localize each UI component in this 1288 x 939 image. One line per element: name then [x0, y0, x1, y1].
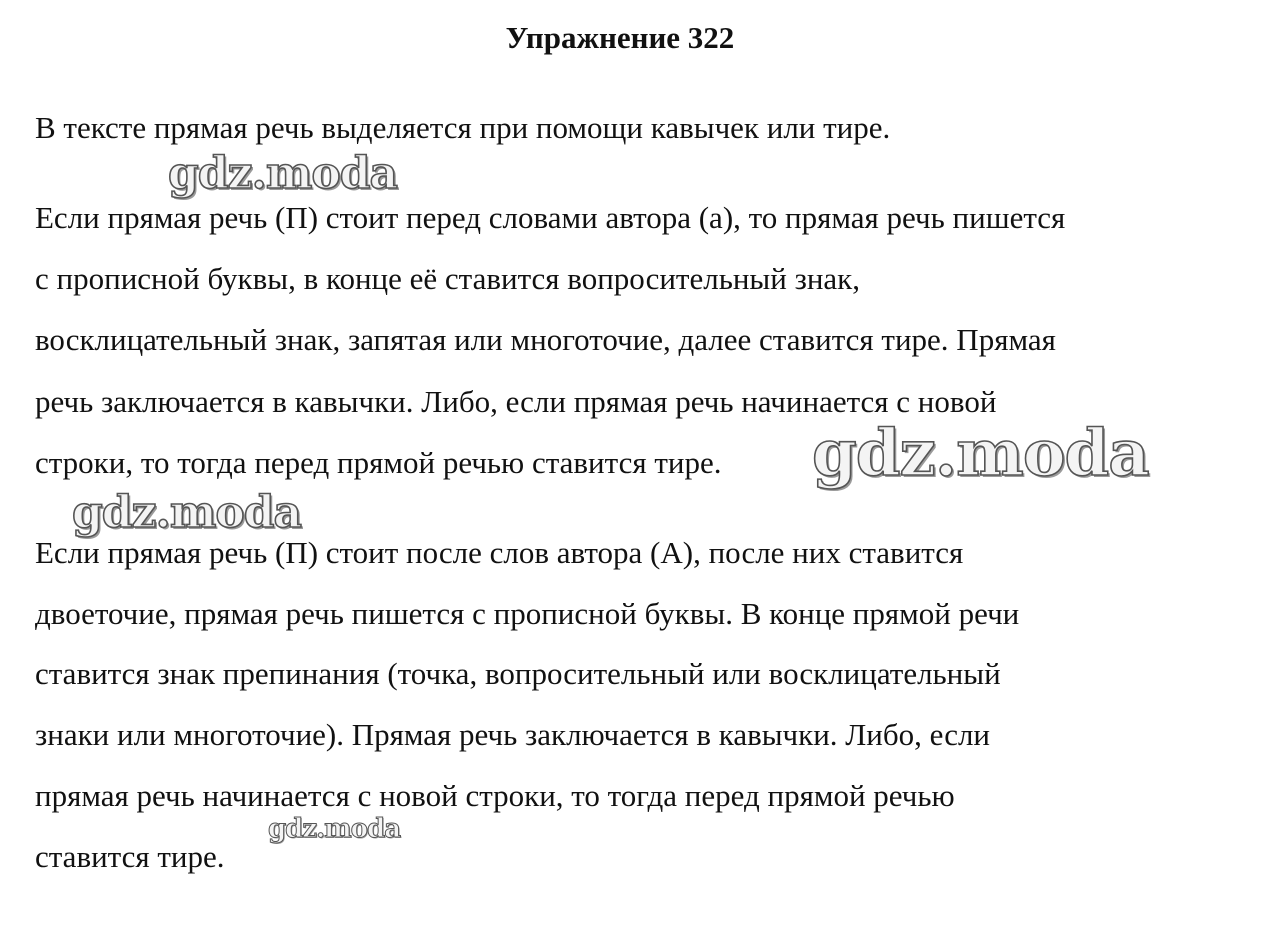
paragraph-3-line-4: знаки или многоточие). Прямая речь заключается в кавычки. Либо, если	[35, 717, 991, 752]
paragraph-3-line-3: ставится знак препинания (точка, вопросительный или восклицательный	[35, 656, 1001, 691]
watermark-logo: gdz.moda	[168, 148, 398, 199]
watermark-logo: gdz.moda	[72, 487, 302, 538]
paragraph-2-line-4: речь заключается в кавычки. Либо, если прямая речь начинается с новой	[35, 384, 997, 419]
paragraph-3-line-6: ставится тире.	[35, 839, 225, 874]
watermark-logo: gdz.moda	[812, 416, 1149, 491]
paragraph-1-line-1: В тексте прямая речь выделяется при помощи кавычек или тире.	[35, 110, 891, 145]
watermark-logo: gdz.moda	[268, 814, 401, 844]
paragraph-2-line-3: восклицательный знак, запятая или многоточие, далее ставится тире. Прямая	[35, 322, 1056, 357]
exercise-title: Упражнение 322	[505, 20, 735, 55]
paragraph-2-line-2: с прописной буквы, в конце её ставится вопросительный знак,	[35, 261, 860, 296]
paragraph-3-line-2: двоеточие, прямая речь пишется с прописной буквы. В конце прямой речи	[35, 596, 1020, 631]
paragraph-3-line-5: прямая речь начинается с новой строки, то тогда перед прямой речью	[35, 778, 955, 813]
paragraph-2-line-5: строки, то тогда перед прямой речью ставится тире.	[35, 445, 722, 480]
paragraph-2-line-1: Если прямая речь (П) стоит перед словами автора (а), то прямая речь пишется	[35, 200, 1066, 235]
paragraph-3-line-1: Если прямая речь (П) стоит после слов автора (А), после них ставится	[35, 535, 964, 570]
